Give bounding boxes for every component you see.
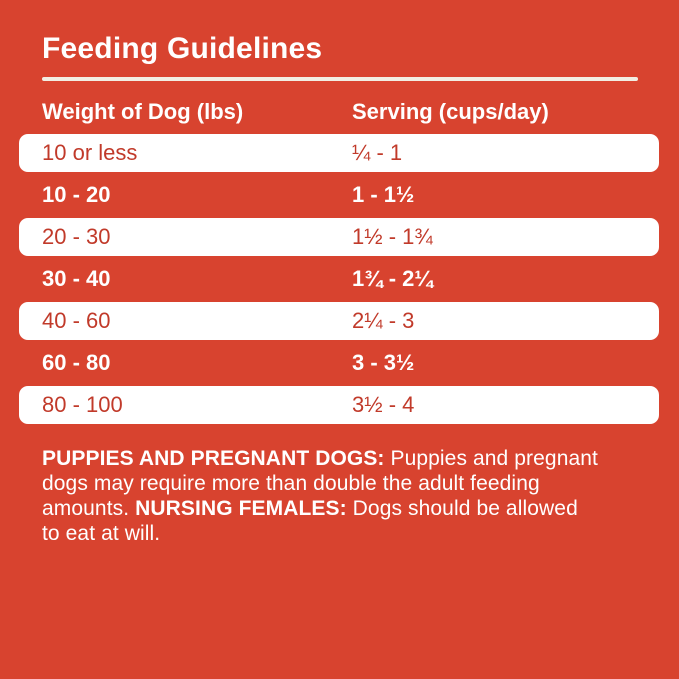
puppies-pregnant-label: PUPPIES AND PREGNANT DOGS: bbox=[42, 447, 385, 470]
weight-cell: 80 - 100 bbox=[42, 392, 123, 417]
feeding-table bbox=[19, 134, 659, 424]
weight-cell: 10 or less bbox=[42, 140, 138, 165]
page-title: Feeding Guidelines bbox=[42, 32, 323, 65]
weight-cell: 60 - 80 bbox=[42, 350, 111, 375]
table-row bbox=[19, 386, 659, 424]
notes-line-4: to eat at will. bbox=[42, 522, 161, 545]
puppies-pregnant-text: Puppies and pregnant bbox=[384, 447, 598, 470]
feeding-notes bbox=[42, 446, 654, 546]
weight-cell: 40 - 60 bbox=[42, 308, 111, 333]
nursing-females-text: Dogs should be allowed bbox=[346, 497, 578, 520]
weight-cell: 30 - 40 bbox=[42, 266, 111, 291]
table-row bbox=[19, 260, 659, 298]
serving-cell: 3 - 3½ bbox=[352, 350, 415, 375]
table-row bbox=[19, 302, 659, 340]
serving-cell: ¼ - 1 bbox=[352, 140, 403, 165]
title-divider bbox=[42, 77, 638, 81]
serving-cell: 2¼ - 3 bbox=[352, 308, 415, 333]
table-row bbox=[19, 344, 659, 382]
table-row bbox=[19, 176, 659, 214]
notes-line-2: dogs may require more than double the adult feeding bbox=[42, 472, 540, 495]
column-header-weight: Weight of Dog (lbs) bbox=[42, 99, 244, 124]
serving-cell: 1½ - 1¾ bbox=[352, 224, 433, 249]
weight-cell: 20 - 30 bbox=[42, 224, 111, 249]
serving-cell: 3½ - 4 bbox=[352, 392, 415, 417]
column-header-serving: Serving (cups/day) bbox=[352, 99, 549, 124]
table-row bbox=[19, 218, 659, 256]
weight-cell: 10 - 20 bbox=[42, 182, 111, 207]
serving-cell: 1 - 1½ bbox=[352, 182, 415, 207]
table-header-row bbox=[0, 101, 679, 123]
notes-line-3-pre: amounts. bbox=[42, 497, 136, 520]
serving-cell: 1¾ - 2¼ bbox=[352, 266, 433, 291]
table-row bbox=[19, 134, 659, 172]
nursing-females-label: NURSING FEMALES: bbox=[135, 497, 347, 520]
